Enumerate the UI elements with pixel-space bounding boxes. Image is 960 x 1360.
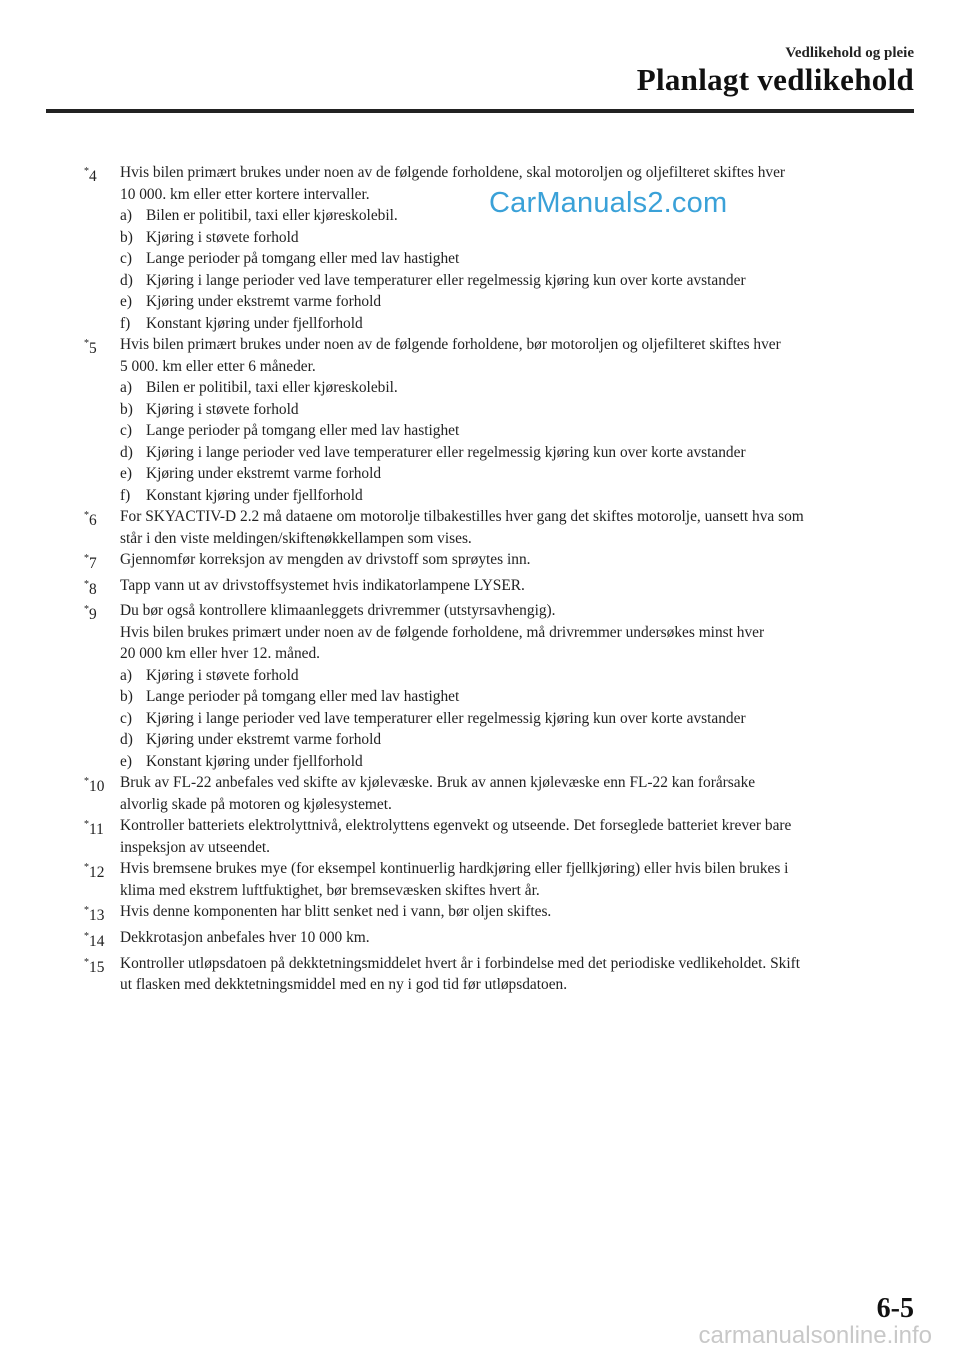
sub-item bbox=[120, 729, 916, 751]
sub-item-text: Bilen er politibil, taxi eller kjøreskolebil. bbox=[146, 207, 398, 224]
note-item bbox=[84, 927, 916, 953]
sub-item-text: Lange perioder på tomgang eller med lav hastighet bbox=[146, 250, 460, 267]
note-text-line: ut flasken med dekktetningsmiddel med en ny i god tid før utløpsdatoen. bbox=[120, 976, 568, 993]
sub-item-text: Konstant kjøring under fjellforhold bbox=[146, 752, 363, 770]
note-label bbox=[84, 953, 120, 996]
note-text-line: Kontroller utløpsdatoen på dekktetningsmiddelet hvert år i forbindelse med det periodiske vedlikeholdet. Skift bbox=[120, 954, 801, 972]
sub-item-text: Kjøring i støvete forhold bbox=[146, 228, 299, 246]
footnote-marker: * bbox=[84, 553, 89, 564]
footnote-marker: * bbox=[84, 819, 89, 831]
note-text-line: står i den viste meldingen/skiftenøkkellampen som vises. bbox=[120, 529, 472, 547]
sub-item-letter: f) bbox=[120, 314, 131, 332]
note-text-line: 5 000. km eller etter 6 måneder. bbox=[120, 357, 316, 375]
note-number: 12 bbox=[89, 864, 105, 882]
sub-item-letter: d) bbox=[120, 443, 133, 461]
note-number: 11 bbox=[89, 821, 104, 839]
sub-item-letter: b) bbox=[120, 228, 133, 246]
footnote-marker: * bbox=[84, 166, 89, 177]
note-body bbox=[120, 506, 916, 549]
section-header: Vedlikehold og pleie bbox=[785, 45, 914, 61]
note-label bbox=[84, 815, 120, 858]
note-text-line: 10 000. km eller etter kortere intervaller. bbox=[120, 185, 370, 203]
sub-item-text: Kjøring under ekstremt varme forhold bbox=[146, 293, 382, 310]
sub-item bbox=[120, 463, 916, 485]
sub-item-letter: a) bbox=[120, 379, 132, 396]
footer-watermark: carmanualsonline.info bbox=[698, 1322, 932, 1349]
note-label bbox=[84, 901, 120, 927]
note-body bbox=[120, 901, 916, 927]
note-label bbox=[84, 334, 120, 506]
note-body bbox=[120, 162, 916, 334]
sub-item bbox=[120, 485, 916, 507]
sub-item bbox=[120, 205, 916, 227]
footnote-marker: * bbox=[84, 510, 89, 521]
note-number: 9 bbox=[89, 606, 97, 624]
sub-item-letter: e) bbox=[120, 752, 132, 770]
sub-item bbox=[120, 665, 916, 687]
sub-item bbox=[120, 420, 916, 442]
page-number: 6-5 bbox=[876, 1293, 914, 1324]
footnote-marker: * bbox=[84, 578, 89, 590]
note-body bbox=[120, 927, 916, 953]
note-label bbox=[84, 162, 120, 334]
sub-item bbox=[120, 270, 916, 292]
sub-item-text: Konstant kjøring under fjellforhold bbox=[146, 486, 363, 504]
sub-item-text: Kjøring i støvete forhold bbox=[146, 400, 299, 418]
sub-item-text: Kjøring i lange perioder ved lave temperaturer eller regelmessig kjøring kun over korte avstander bbox=[146, 709, 746, 727]
note-label bbox=[84, 549, 120, 575]
note-text-line: Dekkrotasjon anbefales hver 10 000 km. bbox=[120, 928, 370, 946]
note-text-line: Hvis bilen primært brukes under noen av de følgende forholdene, skal motoroljen og oljefilteret skiftes hver bbox=[120, 164, 786, 181]
note-item bbox=[84, 600, 916, 772]
sub-item-letter: e) bbox=[120, 293, 132, 310]
sub-item-text: Kjøring under ekstremt varme forhold bbox=[146, 465, 382, 482]
note-number: 10 bbox=[89, 778, 105, 796]
footnote-marker: * bbox=[84, 604, 89, 616]
footnote-marker: * bbox=[84, 338, 89, 349]
note-item bbox=[84, 858, 916, 901]
note-number: 13 bbox=[89, 907, 105, 925]
sub-item bbox=[120, 708, 916, 730]
note-text-line: Kontroller batteriets elektrolyttnivå, elektrolyttens egenvekt og utseende. Det forseglede batteriet krever bare bbox=[120, 817, 792, 835]
note-label bbox=[84, 575, 120, 601]
sub-item bbox=[120, 686, 916, 708]
footnote-marker: * bbox=[84, 956, 89, 968]
note-text-line: Tapp vann ut av drivstoffsystemet hvis indikatorlampene LYSER. bbox=[120, 576, 525, 594]
note-item bbox=[84, 334, 916, 506]
footnote-marker: * bbox=[84, 776, 89, 788]
note-label bbox=[84, 927, 120, 953]
note-number: 5 bbox=[89, 340, 97, 358]
note-body bbox=[120, 549, 916, 575]
note-text-line: Hvis denne komponenten har blitt senket ned i vann, bør oljen skiftes. bbox=[120, 903, 552, 921]
sub-item-letter: c) bbox=[120, 250, 132, 267]
footnote-marker: * bbox=[84, 930, 89, 942]
sub-item bbox=[120, 399, 916, 421]
note-number: 6 bbox=[89, 512, 97, 530]
sub-item-letter: a) bbox=[120, 666, 132, 684]
note-text-line: alvorlig skade på motoren og kjølesystemet. bbox=[120, 795, 392, 813]
header-rule bbox=[46, 109, 914, 113]
note-item bbox=[84, 506, 916, 549]
sub-item bbox=[120, 442, 916, 464]
note-text-line: Gjennomfør korreksjon av mengden av drivstoff som sprøytes inn. bbox=[120, 551, 531, 568]
sub-item-text: Kjøring i støvete forhold bbox=[146, 666, 299, 684]
note-body bbox=[120, 334, 916, 506]
note-label bbox=[84, 772, 120, 815]
note-item bbox=[84, 575, 916, 601]
note-label bbox=[84, 858, 120, 901]
sub-item bbox=[120, 227, 916, 249]
note-body bbox=[120, 575, 916, 601]
sub-item-letter: b) bbox=[120, 400, 133, 418]
note-text-line: For SKYACTIV-D 2.2 må dataene om motorolje tilbakestilles hver gang det skiftes motorolje, uansett hva som bbox=[120, 508, 804, 525]
sub-item bbox=[120, 751, 916, 773]
note-text-line: klima med ekstrem luftfuktighet, bør bremsevæsken skiftes hvert år. bbox=[120, 881, 540, 899]
note-body bbox=[120, 953, 916, 996]
note-item bbox=[84, 901, 916, 927]
sub-item bbox=[120, 248, 916, 270]
footnote-marker: * bbox=[84, 905, 89, 917]
sub-item-text: Lange perioder på tomgang eller med lav hastighet bbox=[146, 688, 460, 706]
watermark-logo: CarManuals2.com bbox=[489, 187, 728, 219]
note-text-line: inspeksjon av utseendet. bbox=[120, 838, 271, 856]
note-item bbox=[84, 953, 916, 996]
sub-item bbox=[120, 377, 916, 399]
sub-item-letter: c) bbox=[120, 422, 132, 439]
note-text-line: Du bør også kontrollere klimaanleggets drivremmer (utstyrsavhengig). bbox=[120, 602, 556, 620]
note-number: 4 bbox=[89, 168, 97, 186]
footnote-marker: * bbox=[84, 862, 89, 874]
note-body bbox=[120, 772, 916, 815]
sub-item-text: Bilen er politibil, taxi eller kjøreskolebil. bbox=[146, 379, 398, 396]
sub-item-letter: e) bbox=[120, 465, 132, 482]
sub-item-text: Kjøring i lange perioder ved lave temperaturer eller regelmessig kjøring kun over korte avstander bbox=[146, 443, 746, 461]
note-text-line: Hvis bilen brukes primært under noen av de følgende forholdene, må drivremmer undersøkes minst hver bbox=[120, 623, 765, 641]
sub-item-letter: a) bbox=[120, 207, 132, 224]
note-number: 8 bbox=[89, 580, 97, 598]
note-body bbox=[120, 815, 916, 858]
sub-item bbox=[120, 313, 916, 335]
note-body bbox=[120, 600, 916, 772]
note-text-line: Hvis bilen primært brukes under noen av de følgende forholdene, bør motoroljen og oljefilteret skiftes hver bbox=[120, 336, 781, 353]
sub-item-text: Kjøring i lange perioder ved lave temperaturer eller regelmessig kjøring kun over korte avstander bbox=[146, 271, 746, 289]
sub-item-letter: c) bbox=[120, 709, 132, 727]
sub-item-text: Konstant kjøring under fjellforhold bbox=[146, 314, 363, 332]
note-item bbox=[84, 162, 916, 334]
note-label bbox=[84, 506, 120, 549]
sub-item-letter: f) bbox=[120, 486, 131, 504]
note-number: 14 bbox=[89, 933, 105, 950]
note-text-line: 20 000 km eller hver 12. måned. bbox=[120, 645, 321, 663]
page-title: Planlagt vedlikehold bbox=[636, 62, 914, 97]
note-body bbox=[120, 858, 916, 901]
sub-item-letter: d) bbox=[120, 271, 133, 289]
note-text-line: Hvis bremsene brukes mye (for eksempel kontinuerlig hardkjøring eller fjellkjøring) eller hvis bilen brukes i bbox=[120, 860, 789, 878]
note-item bbox=[84, 815, 916, 858]
sub-item-letter: d) bbox=[120, 731, 133, 749]
note-text-line: Bruk av FL-22 anbefales ved skifte av kjølevæske. Bruk av annen kjølevæske enn FL-22 kan forårsake bbox=[120, 774, 756, 792]
sub-item bbox=[120, 291, 916, 313]
notes-list bbox=[84, 162, 916, 996]
note-label bbox=[84, 600, 120, 772]
sub-item-letter: b) bbox=[120, 688, 133, 706]
note-item bbox=[84, 772, 916, 815]
note-item bbox=[84, 549, 916, 575]
note-number: 15 bbox=[89, 958, 105, 976]
note-number: 7 bbox=[89, 555, 97, 573]
sub-item-text: Lange perioder på tomgang eller med lav hastighet bbox=[146, 422, 460, 439]
sub-item-text: Kjøring under ekstremt varme forhold bbox=[146, 731, 382, 749]
